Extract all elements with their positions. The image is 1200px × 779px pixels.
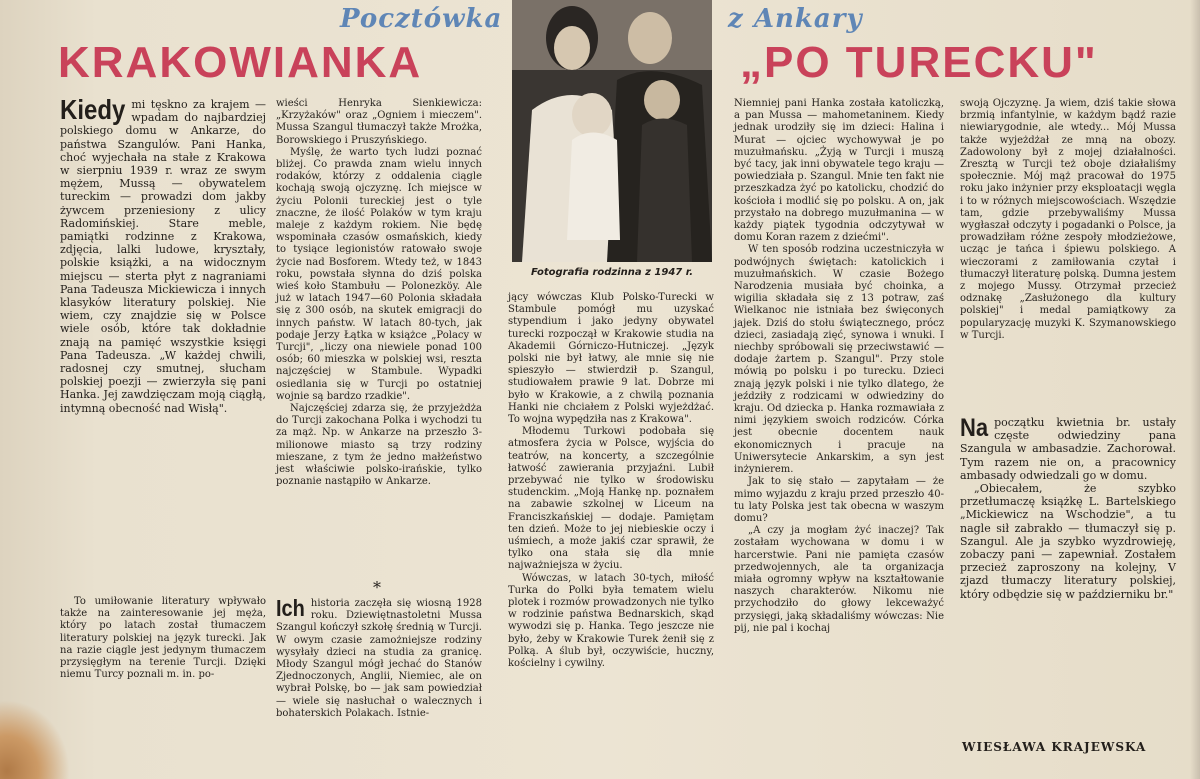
col5-para1-text: swoją Ojczyznę. Ja wiem, dziś takie słowa brzmią infantylnie, w każdym bądź razie niewiarygodnie, ale wtedy... Mój Mussa także wyjeżdżał ze mną na obozy. Zadowolony był z mojej działalności. Zresztą w Turcji też oboje działaliśmy społecznie. Mój mąż pracował do 1975 roku jako inżynier przy eksploatacji węgla i to w różnych miejscowościach. Wszędzie tam, gdzie przebywaliśmy Mussa wygłaszał odczyty i pogadanki o Polsce, ja prowadziłam różne zespoły młodzieżowe, ucząc je tańca i śpiewu polskiego. A wieczorami z zamiłowania czytał i tłumaczył literaturę polską. Dumna jestem z mojego Mussy. Otrzymał przecież odznakę „Zasłużonego dla kultury polskiej" i medal pamiątkowy za popularyzację muzyki K. Szymanowskiego w Turcji.: [960, 98, 1176, 341]
col5-para3-text: „Obiecałem, że szybko przetłumaczę książkę L. Bartelskiego „Mickiewicz na Wschodzie", a tu nagle sił zabrakło — tłumaczył się p. Szangul. Ale ja szybko wyzdrowieję, zobaczy pani — zapewniał. Zostałem przecież zaproszony na kolejny, V zjazd tłumaczy literatury polskiej, który odbędzie się w październiku br.": [960, 482, 1176, 601]
headline-right: „PO TURECKU": [740, 38, 1098, 87]
col3-para2-text: Młodemu Turkowi podobała się atmosfera życia w Polsce, wyjścia do teatrów, na koncerty, a szczególnie łatwość zawierania przyjaźni. Lubił przebywać nie tylko w środowisku studenckim. „Moją Hankę np. poznałem na zabawie szkolnej w Liceum na Franciszkańskiej — dodaje. Pamiętam ten dzień. Może to jej niebieskie oczy i uśmiech, a może jakiś czar sprawił, że tylko ona stała się dla mnie najważniejsza w życiu.: [508, 426, 714, 572]
author-signature: WIESŁAWA KRAJEWSKA: [962, 740, 1147, 754]
col2-para3-text: Najczęściej zdarza się, że przyjeżdża do Turcji zakochana Polka i wychodzi tu za mąż. Np. w Ankarze na przeszło 3-milionowe miasto są trzy rodziny mieszane, z tym że jedno małżeństwo jest właściwie polsko-irańskie, tylko poznanie nastąpiło w Ankarze.: [276, 403, 482, 488]
col5-para2-text: początku kwietnia br. ustały częste odwiedziny pana Szangula w ambasadzie. Zachorował. Tym razem nie on, a pracownicy ambasady odwiedzali go w domu.: [960, 416, 1176, 482]
col4-para1-text: Niemniej pani Hanka została katoliczką, a pan Mussa — mahometaninem. Kiedy jednak urodziły się im dzieci: Halina i Murat — ojciec wychowywał je po muzułmańsku. „Żyją w Turcji i muszą być tacy, jak inni obywatele tego kraju — powiedziała p. Szangul. Mnie ten fakt nie przeszkadza żyć po katolicku, chodzić do kościoła i modlić się po polsku. A on, jak przystało na dobrego muzułmanina — w każdy piątek tygodnia odczytywał w domu Koran razem z dziećmi".: [734, 98, 944, 244]
section-star: *: [373, 578, 381, 597]
column-1-lower: [60, 596, 266, 681]
col4-para4-text: „A czy ja mogłam żyć inaczej? Tak zostałam wychowana w domu i w harcerstwie. Pani nie pamięta czasów przedwojennych, ale ta organizacja miała ogromny wpływ na kształtowanie naszych charakterów. Nikomu nie przychodziło do głowy lekceważyć przysięgi, jaką składaliśmy wówczas: Nie pij, nie pal i kochaj: [734, 525, 944, 634]
col4-para3-text: Jak to się stało — zapytałam — że mimo wyjazdu z kraju przed przeszło 40-tu laty Polska jest tak obecna w waszym domu?: [734, 476, 944, 524]
col2-para2-text: Myślę, że warto tych ludzi poznać bliżej. Co prawda znam wielu innych rodaków, którzy z oddalenia ciągle kochają swoją ojczyznę. Ich miejsce w życiu Polonii tureckiej jest o tyle znaczne, że ilość Polaków w tym kraju maleje z każdym rokiem. Nie będę wspominała czasów osmańskich, kiedy to tysiące legionistów ratowało swoje życie nad Bosforem. Wtedy też, w 1843 roku, powstała słynna do dziś polska wieś koło Stambułu — Polonezköy. Ale już w latach 1947—60 Polonia składała się z 300 osób, na skutek emigracji do innych państw. W latach 80-tych, jak podaje Jerzy Łątka w książce „Polacy w Turcji", „liczy ona niewiele ponad 100 osób; 60 mieszka w polskiej wsi, reszta najczęściej w Stambule. Wypadki osiedlania się w Turcji po ostatniej wojnie są bardzo rzadkie".: [276, 146, 482, 402]
family-photo: [512, 0, 712, 262]
col3-para3-text: Wówczas, w latach 30-tych, miłość Turka do Polki była tematem wielu plotek i rozmów prowadzonych nie tylko w rodzinie państwa Bednarskich, skąd wywodzi się p. Hanka. Tego jeszcze nie było, żeby w Krakowie Turek żenił się z Polką. A ślub był, oczywiście, huczny, kościelny i cywilny.: [508, 572, 714, 670]
headline-left: KRAKOWIANKA: [58, 38, 423, 87]
column-1: [60, 94, 266, 415]
column-5-lower: [960, 413, 1176, 601]
kicker-right: z Ankary: [728, 4, 863, 34]
column-3: [508, 292, 714, 670]
article-paragraph: [276, 598, 482, 720]
column-2: [276, 98, 482, 489]
column-5: [960, 98, 1176, 342]
col3-para1-text: jący wówczas Klub Polsko-Turecki w Stambule pomógł mu uzyskać stypendium i jako jedyny obywatel turecki rozpoczął w Krakowie studia na Akademii Górniczo-Hutniczej. „Język polski nie był łatwy, ale mnie się nie spieszyło — stwierdził p. Szangul, studiowałem prawie 9 lat. Dobrze mi było w Krakowie, a z chwilą poznania Hanki nie chciałem z Polski wyjeżdżać. To wojna wypędziła nas z Krakowa".: [508, 292, 714, 426]
column-2-lower: [276, 598, 482, 720]
dropcap-kiedy: Kiedy: [60, 94, 126, 126]
col2-para1-text: wieści Henryka Sienkiewicza: „Krzyżaków" oraz „Ogniem i mieczem". Mussa Szangul tłumaczył także Mrożka, Borowskiego i Pruszyńskiego.: [276, 98, 482, 146]
dropcap-ich: Ich: [276, 596, 305, 622]
article-paragraph: [60, 94, 266, 415]
col2-para4-text: historia zaczęła się wiosną 1928 roku. Dziewiętnastoletni Mussa Szangul kończył szkołę średnią w Turcji. W owym czasie zamożniejsze rodziny wysyłały dzieci na studia za granicę. Młody Szangul mógł jechać do Stanów Zjednoczonych, Anglii, Niemiec, ale on wybrał Polskę, bo — jak sam powiedział — wiele się nasłuchał o walecznych i bohaterskich Polakach. Istnie-: [276, 598, 482, 719]
page-edge-shadow: [1190, 0, 1200, 779]
dropcap-na: Na: [960, 413, 989, 442]
col1-para1-text: mi tęskno za krajem — wpadam do najbardziej polskiego domu w Ankarze, do państwa Szangulów. Pani Hanka, choć wyjechała na stałe z Krakowa w sierpniu 1939 r. wraz ze swym mężem, Mussą — obywatelem tureckim — prowadzi dom jakby żywcem przeniesiony z ulicy Radomińskiej. Stare meble, pamiątki rodzinne z Krakowa, zdjęcia, lalki ludowe, kryształy, polskie książki, a na widocznym miejscu — sterta płyt z nagraniami Pana Tadeusza Mickiewicza i innych klasyków literatury polskiej. Nie wiem, czy znajdzie się w Polsce wiele osób, które tak dokładnie znają na pamięć wszystkie księgi Pana Tadeusza. „W każdej chwili, radosnej czy smutnej, słucham polskiej poezji — zwierzyła się pani Hanka. Jej zawdzięczam moją ciągłą, intymną obecność nad Wisłą".: [60, 98, 266, 415]
photo-caption: Fotografia rodzinna z 1947 r.: [530, 267, 694, 278]
kicker-left: Pocztówka: [340, 4, 503, 34]
paper-stain: [0, 700, 70, 779]
article-paragraph: [960, 413, 1176, 482]
col4-para2-text: W ten sposób rodzina uczestniczyła w podwójnych świętach: katolickich i muzułmańskich. W czasie Bożego Narodzenia musiała być choinka, a wigilia składała się z 13 potraw, zaś Wielkanoc nie istniała bez święconych jajek. Dziś do stołu świątecznego, prócz dzieci, zasiadają zięć, synowa i wnuki. I niechby spróbowali się przeciwstawić — dodaje żartem p. Szangul". Przy stole mówią po polsku i po turecku. Dzieci znają język polski i nie tylko dlatego, że jeździły z rodzicami w odwiedziny do kraju. Od dziecka p. Hanka rozmawiała z nimi językiem swoich rodziców. Córka jest obecnie docentem nauk ekonomicznych i pracuje na Uniwersytecie Ankarskim, a syn jest inżynierem.: [734, 244, 944, 476]
column-4: [734, 98, 944, 635]
family-photo-illustration: [512, 0, 712, 262]
col1-para2-text: To umiłowanie literatury wpływało także na zainteresowanie jej męża, który po latach został tłumaczem literatury polskiej na język turecki. Jak na razie ciągle jest jedynym tłumaczem przysięgłym na terenie Turcji. Dzięki niemu Turcy poznali m. in. po-: [60, 596, 266, 681]
